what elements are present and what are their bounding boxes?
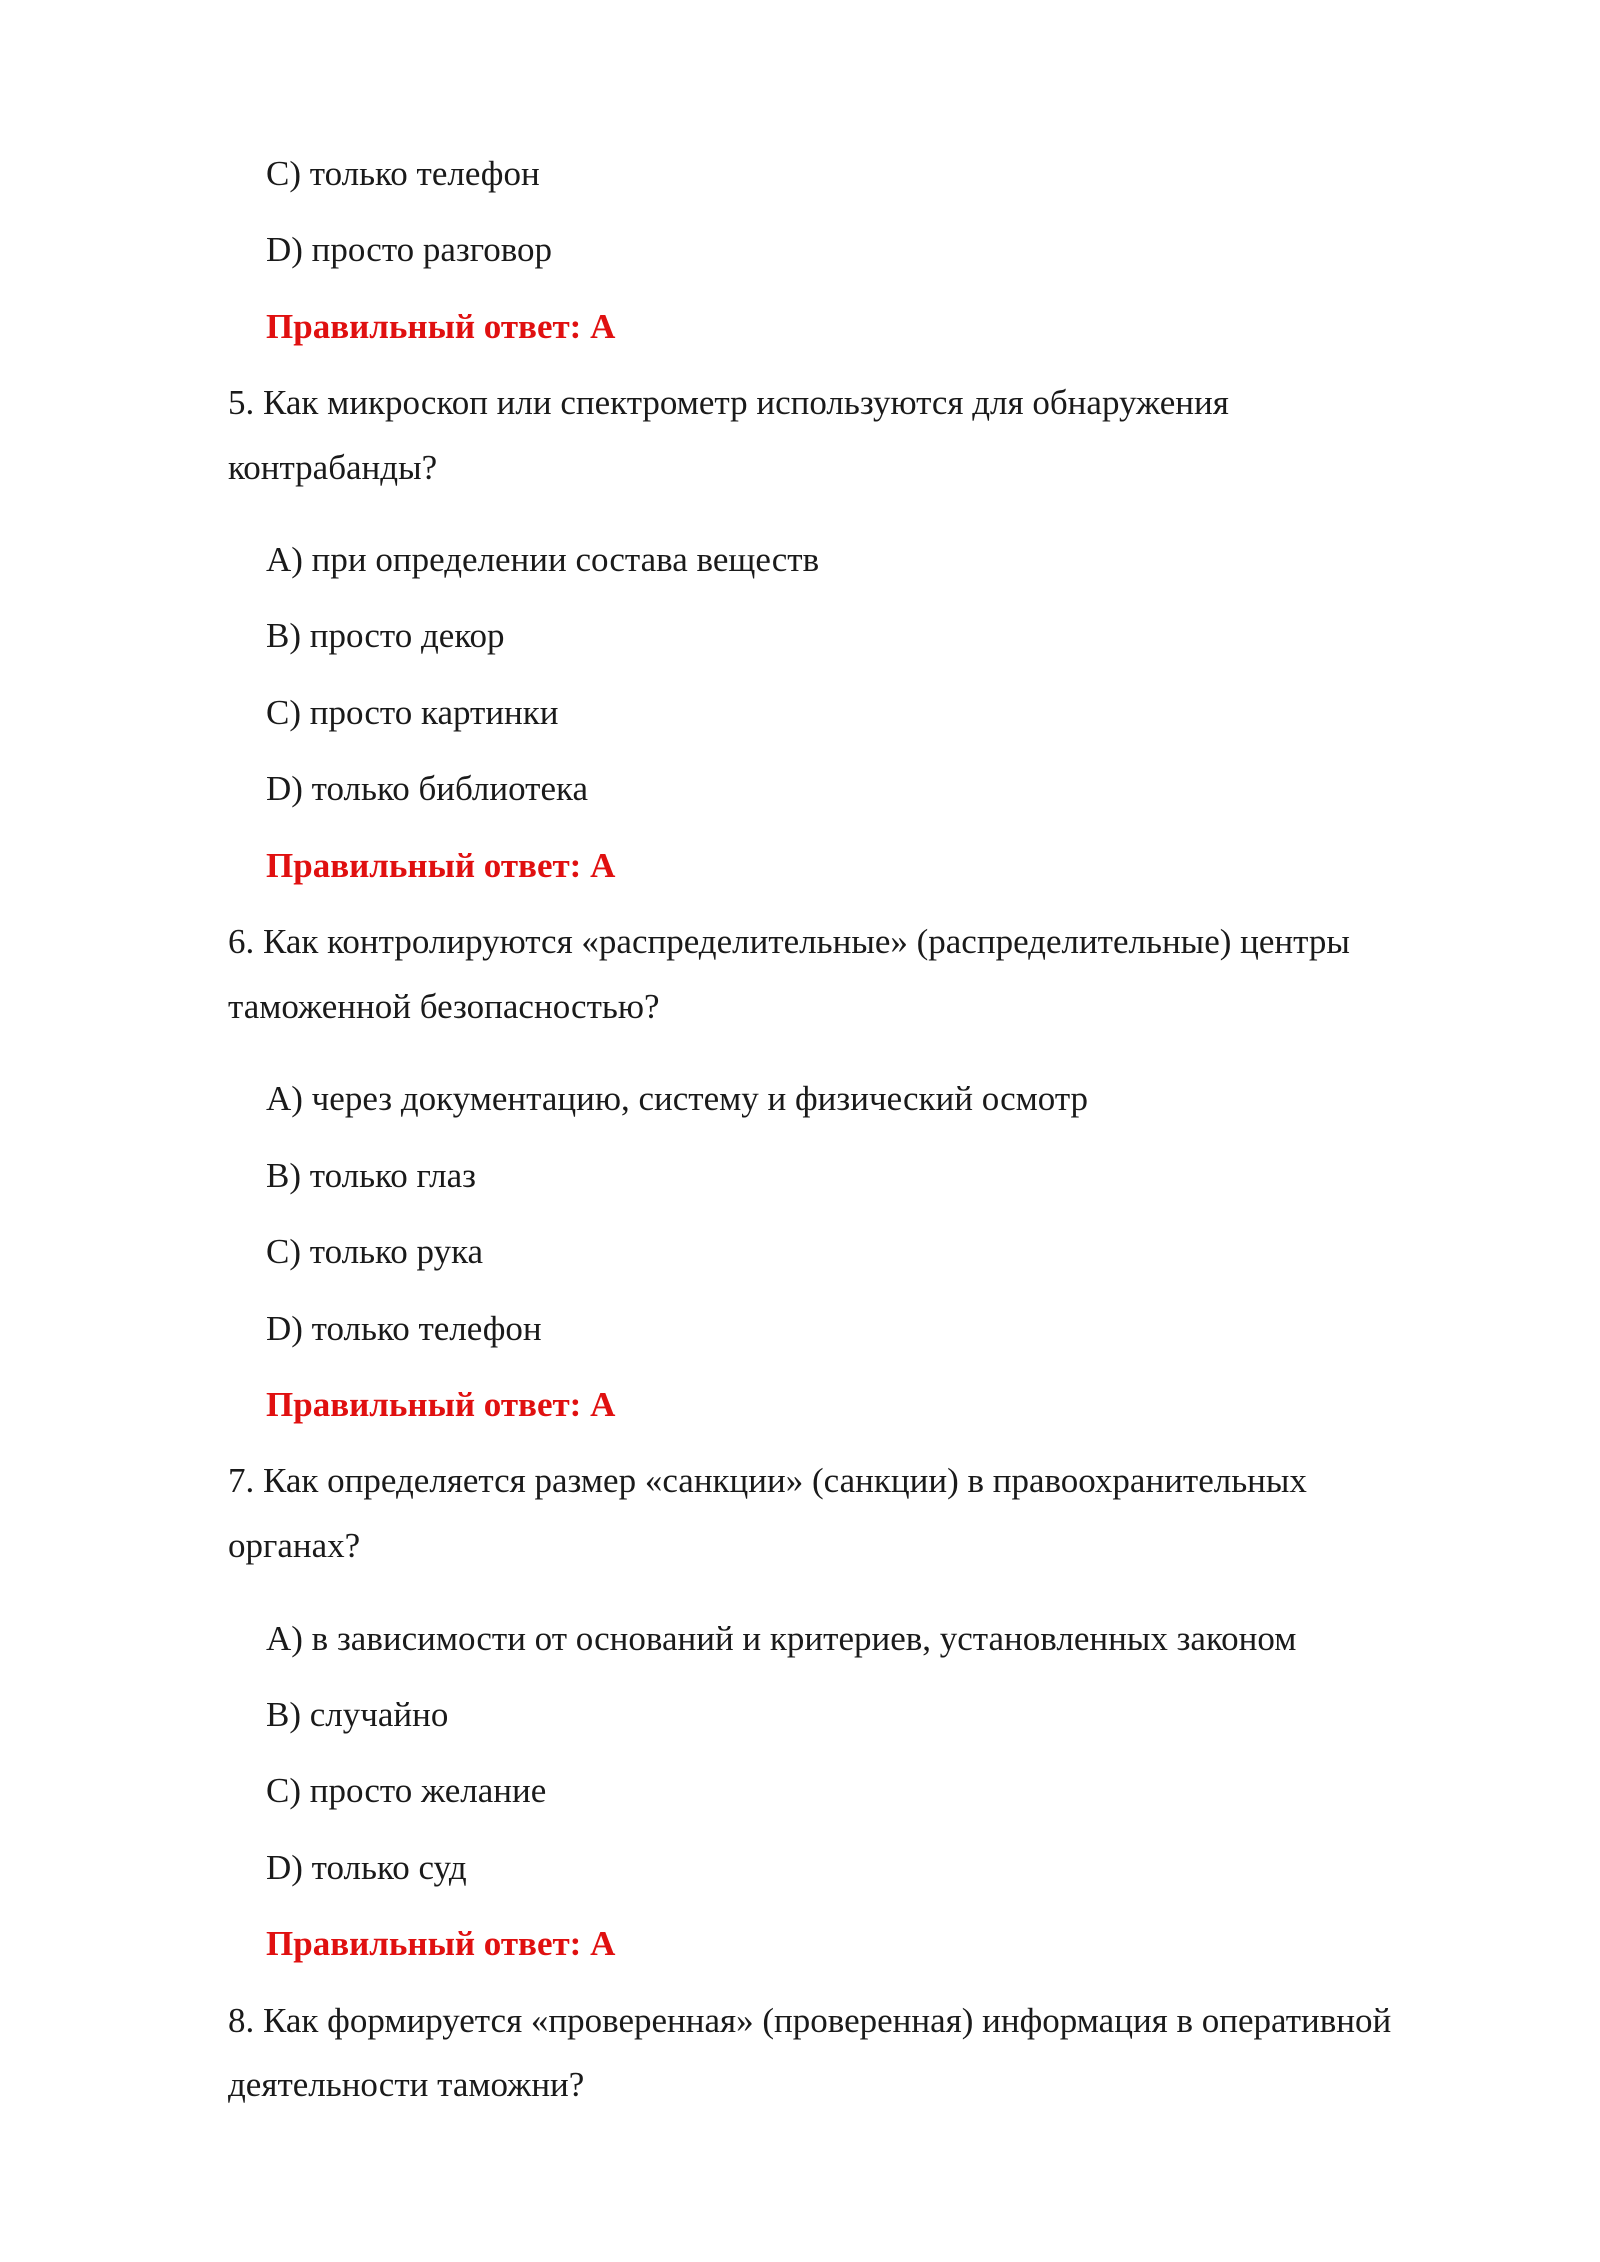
question-5-text: 5. Как микроскоп или спектрометр используются для обнаружения	[228, 383, 1229, 422]
question-5-option-c: C) просто картинки	[266, 693, 559, 732]
question-6-option-b: B) только глаз	[266, 1156, 476, 1195]
question-6-text-cont: таможенной безопасностью?	[228, 987, 660, 1026]
question-6-option-a: A) через документацию, систему и физический осмотр	[266, 1079, 1089, 1118]
question-8-text: 8. Как формируется «проверенная» (проверенная) информация в оперативной	[228, 2001, 1392, 2040]
question-7-option-c: C) просто желание	[266, 1771, 547, 1810]
question-5-option-d: D) только библиотека	[266, 769, 589, 808]
question-7-option-d: D) только суд	[266, 1848, 467, 1887]
question-7-correct-answer: Правильный ответ: А	[266, 1924, 616, 1963]
question-6-option-d: D) только телефон	[266, 1309, 542, 1348]
question-6-option-c: C) только рука	[266, 1232, 484, 1271]
question-7-text: 7. Как определяется размер «санкции» (санкции) в правоохранительных	[228, 1461, 1307, 1500]
question-6-correct-answer: Правильный ответ: А	[266, 1385, 616, 1424]
question-7-option-b: B) случайно	[266, 1695, 449, 1734]
option-d: D) просто разговор	[266, 230, 553, 269]
question-7-text-cont: органах?	[228, 1526, 361, 1565]
option-c: C) только телефон	[266, 154, 540, 193]
question-8-text-cont: деятельности таможни?	[228, 2065, 585, 2104]
question-5-text-cont: контрабанды?	[228, 448, 438, 487]
question-6-text: 6. Как контролируются «распределительные» (распределительные) центры	[228, 922, 1350, 961]
question-7-option-a: A) в зависимости от оснований и критериев, установленных законом	[266, 1619, 1297, 1658]
question-5-correct-answer: Правильный ответ: А	[266, 846, 616, 885]
correct-answer: Правильный ответ: А	[266, 307, 616, 346]
question-5-option-b: B) просто декор	[266, 616, 505, 655]
question-5-option-a: A) при определении состава веществ	[266, 540, 820, 579]
